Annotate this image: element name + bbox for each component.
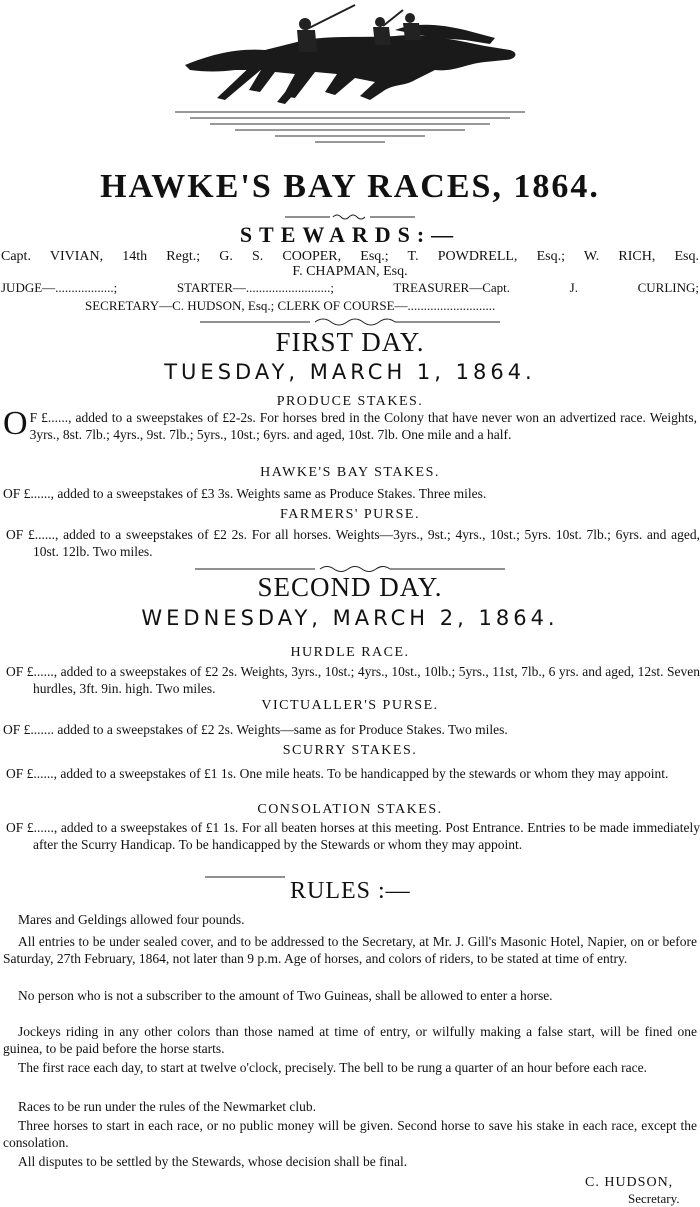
day1-date: TUESDAY, MARCH 1, 1864. (164, 360, 536, 384)
stewards-line-2: F. CHAPMAN, Esq. (292, 264, 408, 279)
day2-heading: SECOND DAY. (257, 572, 443, 602)
race-text-consolation: OF £......, added to a sweepstakes of £1 1s. For all beaten horses at this meeting. Post Entrance. Entries to be made immediately after the Scurry Handicap. To be handicapped by the Stewards or whom they may appoint. (6, 820, 700, 852)
race-title-farmers: FARMERS' PURSE. (280, 507, 420, 522)
rule-4: Jockeys riding in any other colors than those named at time of entry, or wilfully making a false start, will be fined one guinea, to be paid before the horse starts. (3, 1024, 697, 1056)
signature-role: Secretary. (628, 1191, 680, 1206)
race-title-scurry: SCURRY STAKES. (282, 743, 418, 758)
day1-heading: FIRST DAY. (275, 327, 425, 357)
rule-1: Mares and Geldings allowed four pounds. (18, 912, 245, 927)
rule-8: All disputes to be settled by the Stewards, whose decision shall be final. (18, 1154, 408, 1169)
race-title-produce: PRODUCE STAKES. (276, 394, 424, 409)
rule-6: Races to be run under the rules of the Newmarket club. (18, 1099, 317, 1114)
signature-name: C. HUDSON, (585, 1175, 674, 1190)
race-text-hawkes-bay: OF £......, added to a sweepstakes of £3 3s. Weights same as Produce Stakes. Three miles. (3, 486, 487, 501)
race-title-consolation: CONSOLATION STAKES. (257, 802, 443, 817)
race-text-hurdle: OF £......, added to a sweepstakes of £2 2s. Weights, 3yrs., 10st.; 4yrs., 10st., 10lb.; 5yrs., 11st, 7lb., 6 yrs. and aged, 12st. Seven hurdles, 3ft. 9in. high. Two miles. (6, 664, 700, 696)
rule-3: No person who is not a subscriber to the amount of Two Guineas, shall be allowed to enter a horse. (18, 988, 553, 1003)
ground-lines (175, 112, 525, 142)
race-title-hurdle: HURDLE RACE. (290, 645, 410, 660)
rules-heading: RULES :— (290, 878, 411, 904)
race-text-victuallers: OF £....... added to a sweepstakes of £2 2s. Weights—same as for Produce Stakes. Two miles. (3, 722, 508, 737)
race-title-hawkes-bay: HAWKE'S BAY STAKES. (260, 465, 440, 480)
rule-2: All entries to be under sealed cover, and to be addressed to the Secretary, at Mr. J. Gill's Masonic Hotel, Napier, on or before Saturday, 27th February, 1864, not later than 9 p.m. Age of horses, and colors of riders, to be stated at time of entry. (3, 934, 697, 966)
race-text-produce: O F £......, added to a sweepstakes of £2-2s. For horses bred in the Colony that have never won an advertized race. Weights, 3yrs., 8st. 7lb.; 4yrs., 9st. 7lb.; 5yrs., 10st.; 6yrs. and aged, 10st. 7lb. One mile and a half. (3, 405, 697, 442)
race-text-scurry: OF £......, added to a sweepstakes of £1 1s. One mile heats. To be handicapped by the stewards or whom they may appoint. (6, 766, 669, 781)
race-text-farmers: OF £......, added to a sweepstakes of £2 2s. For all horses. Weights—3yrs., 9st.; 4yrs., 10st.; 5yrs. 10st. 7lb.; 6yrs. and aged, 10st. 12lb. Two miles. (6, 527, 700, 559)
horse-group (185, 25, 515, 104)
dropcap: O (3, 405, 28, 442)
day2-date: WEDNESDAY, MARCH 2, 1864. (141, 606, 559, 630)
rule-5: The first race each day, to start at twelve o'clock, precisely. The bell to be rung a quarter of an hour before each race. (18, 1060, 648, 1075)
ornament-divider-4 (205, 873, 285, 881)
ornament-divider (285, 212, 415, 222)
race-title-victuallers: VICTUALLER'S PURSE. (261, 698, 439, 713)
stewards-heading: STEWARDS:— (239, 222, 461, 247)
officials-line-2: SECRETARY—C. HUDSON, Esq.; CLERK OF COURSE—........................... (85, 298, 496, 313)
page-title: HAWKE'S BAY RACES, 1864. (100, 168, 600, 205)
stewards-line: Capt. VIVIAN, 14th Regt.; G. S. COOPER, Esq.; T. POWDRELL, Esq.; W. RICH, Esq. (1, 249, 699, 264)
officials-line-1: JUDGE—..................; STARTER—..........................; TREASURER—Capt. J. CURLING; (1, 280, 699, 295)
rule-7: Three horses to start in each race, or no public money will be given. Second horse to save his stake in each race, except the consolation. (3, 1118, 697, 1150)
racehorses-illustration (165, 0, 545, 150)
